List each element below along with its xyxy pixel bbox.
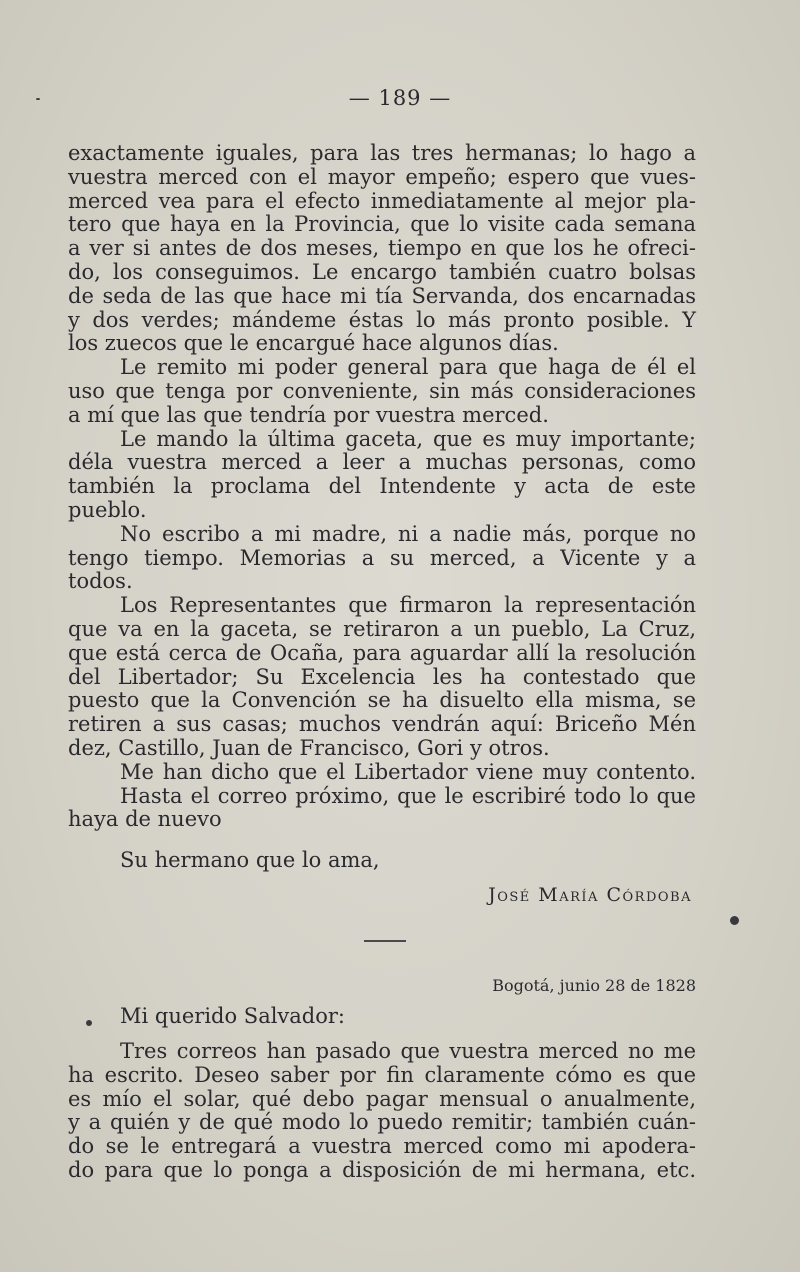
text-line: Le remito mi poder general para que haga de él el xyxy=(120,355,696,380)
text-line: merced vea para el efecto inmediatamente al mejor pla- xyxy=(68,188,696,213)
ink-speck xyxy=(730,916,739,925)
text-line: Le mando la última gaceta, que es muy importante; xyxy=(120,426,696,451)
text-line: do, los conseguimos. Le encargo también cuatro bolsas xyxy=(68,259,696,284)
text-line: a ver si antes de dos meses, tiempo en que los he ofreci- xyxy=(68,236,696,261)
salutation: Mi querido Salvador: xyxy=(120,1004,346,1028)
text-line: es mío el solar, qué debo pagar mensual o anualmente, xyxy=(68,1086,696,1111)
text-line: del Libertador; Su Excelencia les ha contestado que xyxy=(68,664,696,689)
ink-speck xyxy=(86,1020,92,1026)
text-line: Me han dicho que el Libertador viene muy contento. xyxy=(120,759,696,784)
text-line: que va en la gaceta, se retiraron a un pueblo, La Cruz, xyxy=(68,616,696,641)
closing-line: Su hermano que lo ama, xyxy=(120,848,380,872)
text-line: pueblo. xyxy=(68,497,147,522)
text-line: tero que haya en la Provincia, que lo visite cada semana xyxy=(68,212,696,237)
text-line: tengo tiempo. Memorias a su merced, a Vicente y a xyxy=(68,545,696,570)
text-line: vuestra merced con el mayor empeño; espero que vues- xyxy=(68,164,696,189)
text-line: déla vuestra merced a leer a muchas personas, como xyxy=(68,450,696,475)
text-line: también la proclama del Intendente y acta de este xyxy=(68,474,696,499)
text-line: a mí que las que tendría por vuestra merced. xyxy=(68,402,549,427)
text-line: todos. xyxy=(68,569,133,594)
dateline: Bogotá, junio 28 de 1828 xyxy=(492,976,696,995)
text-line: haya de nuevo xyxy=(68,807,222,832)
section-divider xyxy=(364,940,406,942)
text-line: Los Representantes que firmaron la representación xyxy=(120,593,696,618)
page-number: — 189 — xyxy=(348,86,452,110)
text-line: de seda de las que hace mi tía Servanda, dos encarnadas xyxy=(68,283,696,308)
text-line: dez, Castillo, Juan de Francisco, Gori y otros. xyxy=(68,735,550,760)
text-line: No escribo a mi madre, ni a nadie más, porque no xyxy=(120,521,696,546)
text-line: do para que lo ponga a disposición de mi hermana, etc. xyxy=(68,1157,696,1182)
text-line: exactamente iguales, para las tres hermanas; lo hago a xyxy=(68,141,696,165)
text-line: Hasta el correo próximo, que le escribiré todo lo que xyxy=(120,783,696,808)
letter-body xyxy=(68,142,696,832)
text-line: y a quién y de qué modo lo puedo remitir; también cuán- xyxy=(68,1110,696,1135)
signature: José María Córdoba xyxy=(488,884,692,906)
text-line: puesto que la Convención se ha disuelto ella misma, se xyxy=(68,688,696,713)
text-line: retiren a sus casas; muchos vendrán aquí: Briceño Mén xyxy=(68,712,696,737)
ink-speck xyxy=(36,98,40,100)
text-line: do se le entregará a vuestra merced como mi apodera- xyxy=(68,1134,696,1159)
text-line: los zuecos que le encargué hace algunos días. xyxy=(68,331,559,356)
text-line: uso que tenga por conveniente, sin más consideraciones xyxy=(68,378,696,403)
text-line: Tres correos han pasado que vuestra merced no me xyxy=(120,1039,696,1063)
text-line: que está cerca de Ocaña, para aguardar allí la resolución xyxy=(68,640,696,665)
text-line: y dos verdes; mándeme éstas lo más pronto posible. Y xyxy=(68,307,696,332)
letter-body xyxy=(68,1040,696,1183)
text-line: ha escrito. Deseo saber por fin claramente cómo es que xyxy=(68,1062,696,1087)
